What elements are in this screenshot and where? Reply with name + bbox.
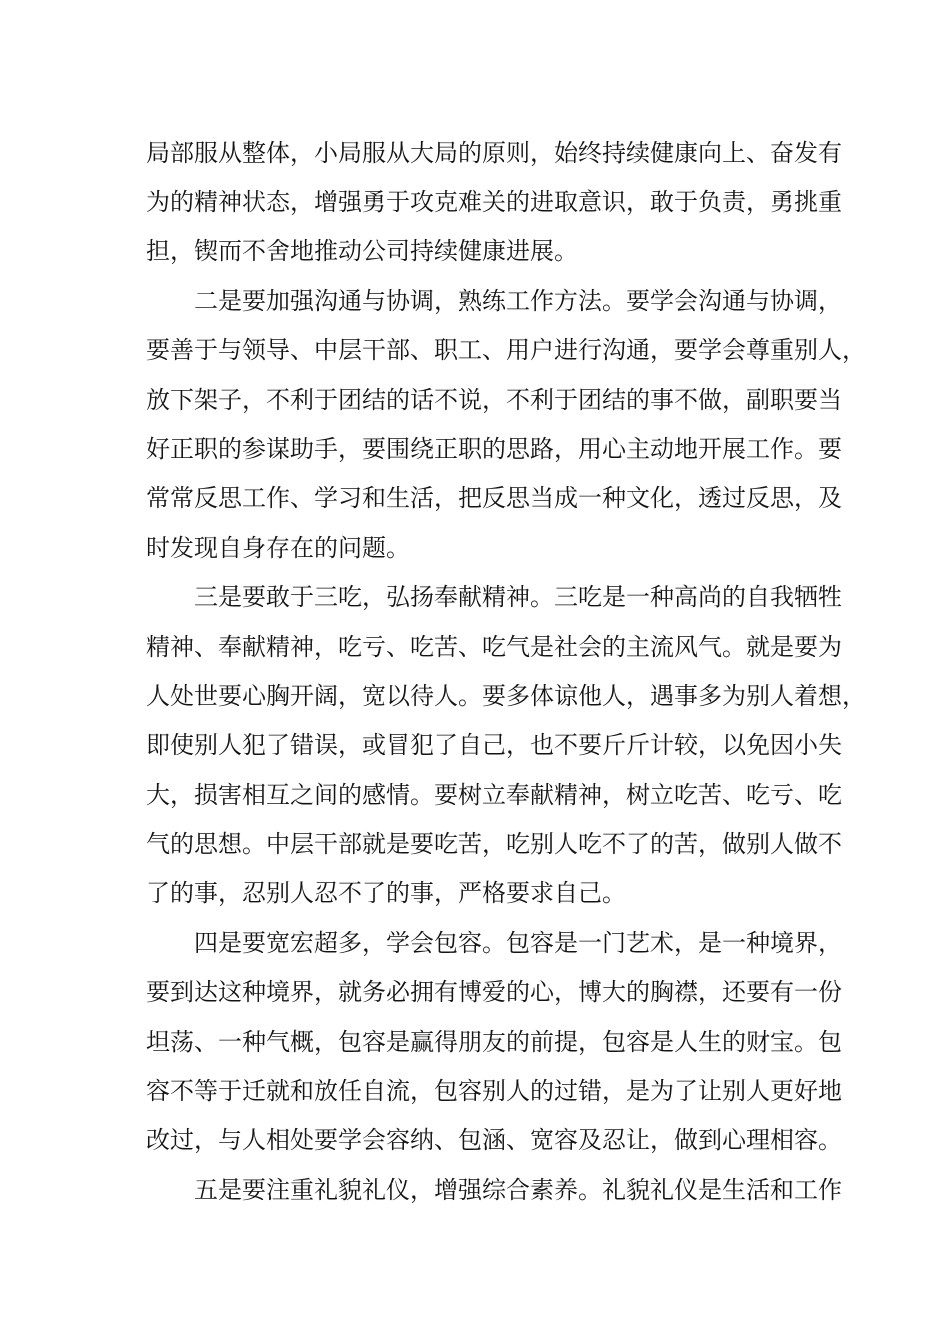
text-line-13: 即使别人犯了错误，或冒犯了自己，也不要斤斤计较，以免因小失 <box>146 731 842 759</box>
text-line-3: 担，锲而不舍地推动公司持续健康进展。 <box>146 237 578 265</box>
text-line-11: 精神、奉献精神，吃亏、吃苦、吃气是社会的主流风气。就是要为 <box>146 633 842 661</box>
paragraph-4-first-line: 四是要宽宏超多，学会包容。包容是一门艺术，是一种境界， <box>194 929 842 957</box>
paragraph-3-first-line: 三是要敢于三吃，弘扬奉献精神。三吃是一种高尚的自我牺牲 <box>194 583 842 611</box>
text-line-9: 时发现自身存在的问题。 <box>146 534 410 562</box>
paragraph-2-first-line: 二是要加强沟通与协调，熟练工作方法。要学会沟通与协调， <box>194 287 842 315</box>
text-line-12: 人处世要心胸开阔，宽以待人。要多体谅他人，遇事多为别人着想， <box>146 682 866 710</box>
text-line-5: 要善于与领导、中层干部、职工、用户进行沟通，要学会尊重别人， <box>146 336 866 364</box>
text-line-19: 坦荡、一种气概，包容是赢得朋友的前提，包容是人生的财宝。包 <box>146 1028 842 1056</box>
text-line-14: 大，损害相互之间的感情。要树立奉献精神，树立吃苦、吃亏、吃 <box>146 781 842 809</box>
text-line-8: 常常反思工作、学习和生活，把反思当成一种文化，透过反思，及 <box>146 484 842 512</box>
text-line-20: 容不等于迁就和放任自流，包容别人的过错，是为了让别人更好地 <box>146 1077 842 1105</box>
paragraph-5-first-line: 五是要注重礼貌礼仪，增强综合素养。礼貌礼仪是生活和工作 <box>194 1176 842 1204</box>
text-line-21: 改过，与人相处要学会容纳、包涵、宽容及忍让，做到心理相容。 <box>146 1126 842 1154</box>
text-line-1: 局部服从整体，小局服从大局的原则，始终持续健康向上、奋发有 <box>146 139 842 167</box>
text-line-15: 气的思想。中层干部就是要吃苦，吃别人吃不了的苦，做别人做不 <box>146 830 842 858</box>
text-line-18: 要到达这种境界，就务必拥有博爱的心，博大的胸襟，还要有一份 <box>146 978 842 1006</box>
text-line-7: 好正职的参谋助手，要围绕正职的思路，用心主动地开展工作。要 <box>146 435 842 463</box>
text-line-2: 为的精神状态，增强勇于攻克难关的进取意识，敢于负责，勇挑重 <box>146 188 842 216</box>
text-line-6: 放下架子，不利于团结的话不说，不利于团结的事不做，副职要当 <box>146 386 842 414</box>
text-line-16: 了的事，忍别人忍不了的事，严格要求自己。 <box>146 879 626 907</box>
